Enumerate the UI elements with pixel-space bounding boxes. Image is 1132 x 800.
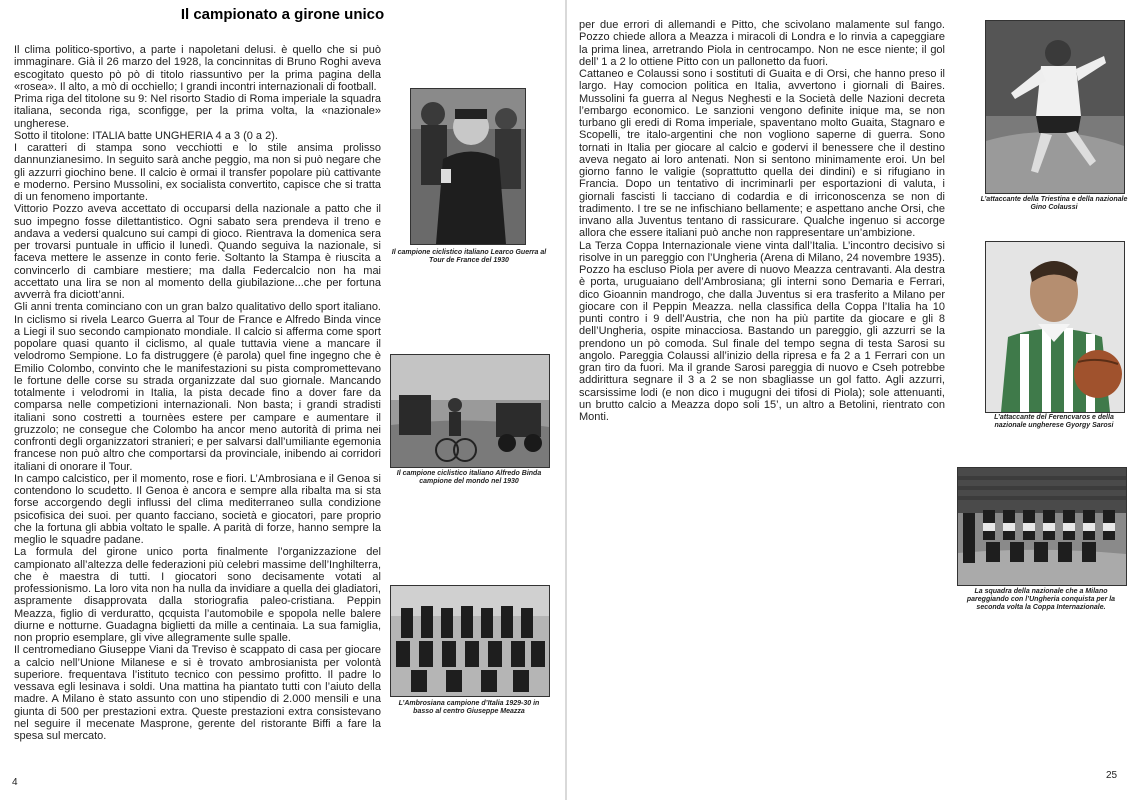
page-number: 4 xyxy=(12,777,18,788)
binda-caption: Il campione ciclistico italiano Alfredo Binda campione del mondo nel 1930 xyxy=(396,470,542,485)
squadra-caption: La squadra della nazionale che a Milano pareggiando con l’Ungheria conquista per la seconda volta la Coppa Internazionale. xyxy=(966,588,1116,611)
right-page xyxy=(567,0,1132,800)
paragraph: Cattaneo e Colaussi sono i sostituti di Guaita e di Orsi, che hanno preso il largo. Hay comocion politica en Italia, avvertono i giornali di Baires. Mussolini fa guerra al Negus Neghesti e la Società delle Nazioni decreta l’embargo economico. Le sanzioni vengono definite inique ma, se non turbano gli eredi di Roma imperiale, spaventano molto Guaita, Stagnaro e Scopelli, tre italo-argentini che non vogliono saperne di guerra. Sono tornati in Italia per giocare al calcio e godervi il benessere che il destino aveva negato ai loro antenati. Non si sentono minimamente eroi. Un bel giorno fanno le valigie (soprattutto quella dei dindini) e si rifugiano in Francia. Dopo un tentativo di incriminarli per esportazioni di valuta, i giornali fascisti li tacciano di codardia e di irriconoscenza se non di tradimento. I tre se ne infischiano bellamente; e aspettano anche Orsi, che invano alla Juventus tentano di rassicurare. Qualche ingenuo si accorge allora che essere italiani può anche non rappresentare un’ambizione. xyxy=(579,68,945,240)
left-text-column xyxy=(14,44,381,742)
paragraph: Vittorio Pozzo aveva accettato di occuparsi della nazionale a patto che il suo impegno fosse dilettantistico. Ogni sabato sera prendeva il treno e andava a vedersi qualcuno sui campi di gioco. Rientrava la domenica sera per trovarsi puntuale in ufficio il lunedì. Quando seguiva la nazionale, si faceva mettere le assenze in conto ferie. Soltanto la Stampa è riuscita a convincerlo di cambiare mestiere; ma dalla Federcalcio non ha mai accettato una lira se non al momento della giubilazione...che per fortuna avverrà fra diciott’anni. xyxy=(14,203,381,301)
paragraph: La formula del girone unico porta finalmente l’organizzazione del campionato all’altezza delle federazioni più celebri massime dell’Inghilterra, che è maestra di tutti. I giocatori sono decisamente votati al professionismo. La loro vita non ha nulla da invidiare a quella dei gladiatori, aspramente disapprovata dalla storiografia paleo-cristiana. Peppin Meazza, figlio di verduratto, qcquista l’automobile e spopola nelle balere diurne e notturne. Guadagna biglietti da mille a centinaia. La sua famiglia, non proprio esemplare, gli vive allegramente sulle spalle. xyxy=(14,546,381,644)
page-number: 25 xyxy=(1106,770,1118,781)
right-text-column xyxy=(579,19,945,423)
paragraph: Il centromediano Giuseppe Viani da Treviso è scappato di casa per giocare a calcio nell’Unione Milanese e si è trovato ambrosianista per volontà superiore. frequentava l’istituto tecnico con pessimo profitto. Il padre lo vessava egli lesinava i soldi. Una mattina ha piantato tutti con l’aiuto della madre. A Milano è stato assunto con uno stipendio di 2.000 mensili e una giunta di 500 per prestazioni extra. Queste prestazioni extra consistevano nel seguire il mecenate Masprone, gerente del ristorante Biffi a fare la spesa sul mercato. xyxy=(14,644,381,742)
paragraph: La Terza Coppa Internazionale viene vinta dall’Italia. L’incontro decisivo si risolve in un pareggio con l’Ungheria (Arena di Milano, 24 novembre 1935). Pozzo ha escluso Piola per avere di nuovo Meazza centravanti. Ala destra è porta, uruguaiano dell’Ambrosiana; gli interni sono Demaria e Ferrari, dico Gioannin mandrogo, che dalla Juventus si era trasferito a Milano per giocare con il Peppin Meazza. nella classifica della Coppa l’Italia ha 10 punti contro i 9 dell’Austria, che non ha più partite da giocare e gli 8 dell’Ungheria, ospite minacciosa. Bastando un pareggio, gli azzurri se la prendono un pò comoda. Sul finale del tempo segna di testa Sarosi su angolo. Pareggia Colaussi all’inizio della ripresa e fa 2 a 1 Ferrari con un gran tiro da fuori. Ma il grande Sarosi pareggia di nuovo e Cseh potrebbe addirittura segnare il 3 a 2 se non sbagliasse un gol fatto. Agli azzurri, scarsissime lodi (e non dico i mugugni dei tifosi di Piola); sole attenuanti, un brutto calcio a Meazza dopo soli 15’, un altro a Betolini, rientrato con Monti. xyxy=(579,239,945,423)
paragraph: per due errori di allemandi e Pitto, che scivolano malamente sul fango. Pozzo chiede allora a Meazza i miracoli di Londra e lo rinvia a capeggiare la prima linea, arretrando Piola in centrocampo. Non ne esce niente; il gol dell’ 1 a 2 lo ottiene Pitto con un pallonetto da fuori. xyxy=(579,19,945,68)
squadra-photo xyxy=(957,467,1127,586)
ambrosiana-caption: L’Ambrosiana campione d’Italia 1929-30 in basso al centro Giuseppe Meazza xyxy=(398,700,540,715)
guerra-photo xyxy=(410,88,526,245)
paragraph: Gli anni trenta cominciano con un gran balzo qualitativo dello sport italiano. In ciclismo si rivela Learco Guerra al Tour de France e Alfredo Binda vince a Liegi il suo secondo campionato mondiale. Il calcio si afferma come sport popolare quasi quanto il ciclismo, al quale tuttavia viene a mancare il velodromo Sempione. Lo fa distruggere (è parola) quel fine ingegno che è Emilio Colombo, convinto che le manifestazioni su pista compromettevano le fortune delle corse su strada organizzate dal suo giornale. Mancando totalmente i velodromi in Italia, la pista decade fino a dover fare da comparsa nelle competizioni internazionali. Non basta; i grandi stradisti italiani sono costretti a tournèes estere per campare e aumentare il gruzzolo; ne consegue che Colombo ha ancor meno autorità di prima nei confronti degli organizzatori stranieri; e per salvarsi dall’umiliante egemonia francese non può altro che comportarsi da provinciale, inibendo ai corridori italiani di onorare il Tour. xyxy=(14,301,381,473)
paragraph: Prima riga del titolone su 9: Nel risorto Stadio di Roma imperiale la squadra italiana, seconda riga, sconfigge, per la prima volta, la «nazionale» ungherese. xyxy=(14,93,381,130)
page-title: Il campionato a girone unico xyxy=(180,6,385,23)
binda-photo xyxy=(390,354,550,468)
paragraph: I caratteri di stampa sono vecchiotti e lo stile ansima prolisso dannunzianesimo. In seguito sarà anche peggio, ma non si può negare che gli azzurri giochino bene. Il calcio è ormai il transfer popolare più cattivante e moderno. Persino Mussolini, ex socialista convertito, capisce che si tratta di un fenomeno importante. xyxy=(14,142,381,203)
sarosi-photo xyxy=(985,241,1125,413)
colaussi-photo xyxy=(985,20,1125,194)
colaussi-caption: L’attaccante della Triestina e della nazionale Gino Colaussi xyxy=(980,196,1128,211)
sarosi-caption: L’attaccante del Ferencvaros e della nazionale ungherese Gyorgy Sarosi xyxy=(994,414,1114,429)
paragraph: Il clima politico-sportivo, a parte i napoletani delusi. è quello che si può immaginare. Già il 26 marzo del 1928, la concinnitas di Bruno Roghi aveva escogitato questo pò pò di titolo riassuntivo per la prima pagina della «rosea». Il alto, a mò di occhiello; I grandi incontri internazionali di football. xyxy=(14,44,381,93)
ambrosiana-photo xyxy=(390,585,550,697)
left-page xyxy=(0,0,565,800)
guerra-caption: Il campione ciclistico italiano Learco Guerra al Tour de France del 1930 xyxy=(391,249,547,264)
paragraph: Sotto il titolone: ITALIA batte UNGHERIA 4 a 3 (0 a 2). xyxy=(14,129,278,142)
paragraph: In campo calcistico, per il momento, rose e fiori. L’Ambrosiana e il Genoa si contendono lo scudetto. Il Genoa è ancora e sempre alla ribalta ma si sta forse accorgendo degli influssi del clima mediterraneo sulla condizione psicofisica dei suoi. per quanto facciano, società e giocatori, pare proprio che la fortuna gli abbia voltato le spalle. A parità di forze, hanno sempre la meglio le squadre padane. xyxy=(14,472,381,546)
